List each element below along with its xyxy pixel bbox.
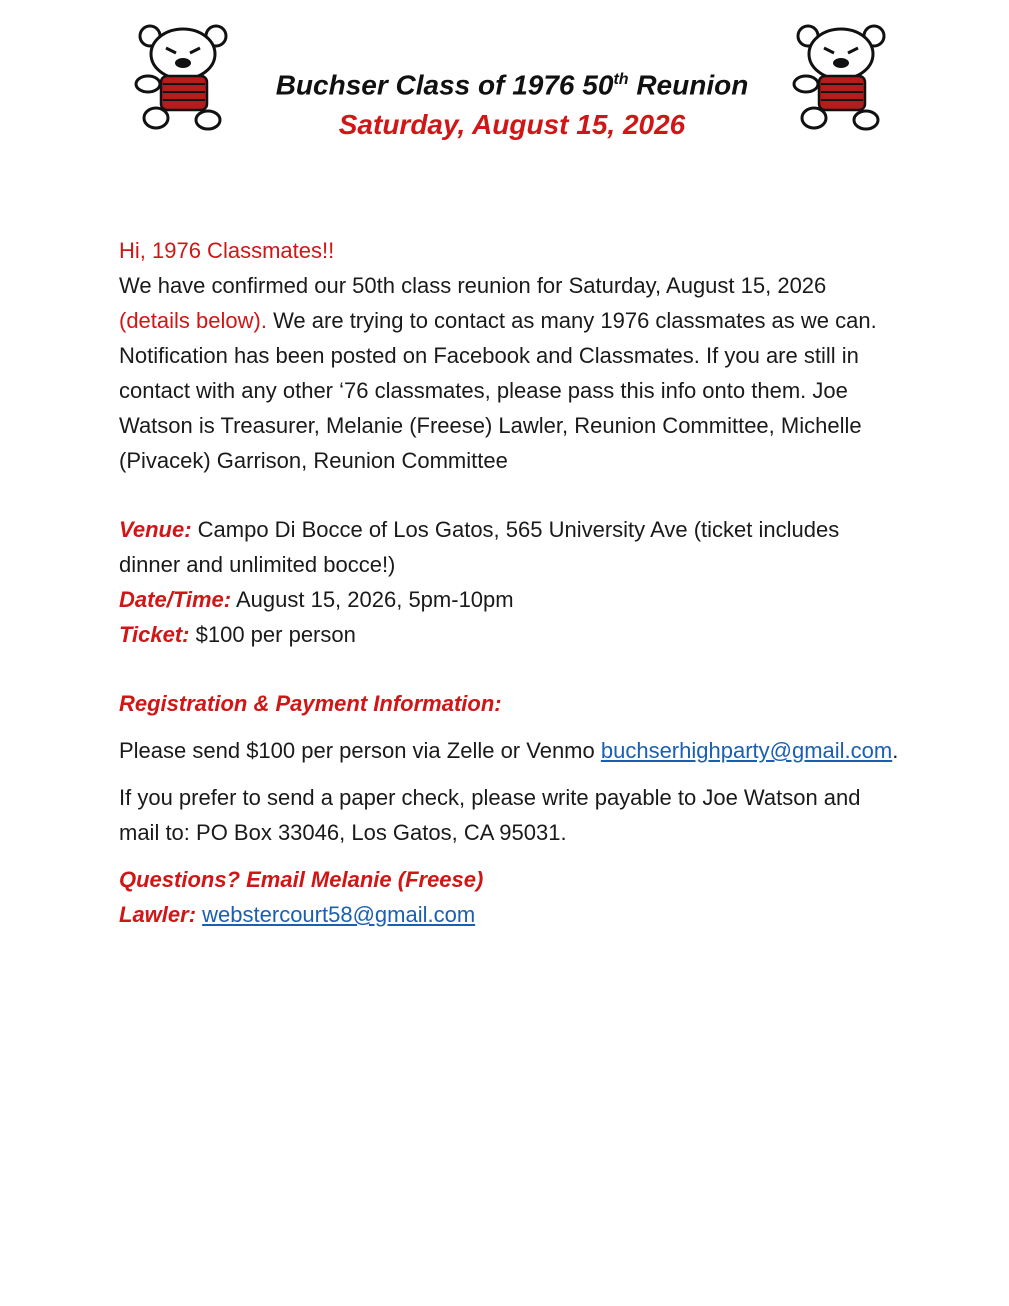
venue-line: Venue: Campo Di Bocce of Los Gatos, 565 University Ave (ticket includes dinner and unlimited bocce!) <box>119 517 840 577</box>
datetime-line: Date/Time: August 15, 2026, 5pm-10pm <box>119 587 514 612</box>
registration-heading: Registration & Payment Information: <box>119 691 502 716</box>
payment-email-link[interactable]: buchserhighparty@gmail.com <box>600 738 893 763</box>
greeting: Hi, 1976 Classmates!! <box>119 238 335 263</box>
payment-instructions: Please send $100 per person via Zelle or Venmo buchserhighparty@gmail.com. <box>119 738 899 763</box>
questions-email-link[interactable]: webstercourt58@gmail.com <box>202 902 476 927</box>
page-header <box>160 60 864 145</box>
letter-body <box>119 233 899 932</box>
questions-line: Questions? Email Melanie (Freese) Lawler: webstercourt58@gmail.com <box>119 867 484 927</box>
intro-paragraph: We have confirmed our 50th class reunion for Saturday, August 15, 2026 (details below). We are trying to contact as many 1976 classmates as we can. Notification has been posted on Facebook and Classmates. If you are still in contact with any other ‘76 classmates, please pass this info onto them. Joe Watson is Treasurer, Melanie (Freese) Lawler, Reunion Committee, Michelle (Pivacek) Garrison, Reunion Committee <box>119 273 877 473</box>
check-instructions: If you prefer to send a paper check, please write payable to Joe Watson and mail to: PO Box 33046, Los Gatos, CA 95031. <box>119 785 861 845</box>
event-date-subtitle: Saturday, August 15, 2026 <box>338 109 686 141</box>
ticket-line: Ticket: $100 per person <box>119 622 356 647</box>
page-title: Buchser Class of 1976 50th Reunion <box>275 69 749 101</box>
